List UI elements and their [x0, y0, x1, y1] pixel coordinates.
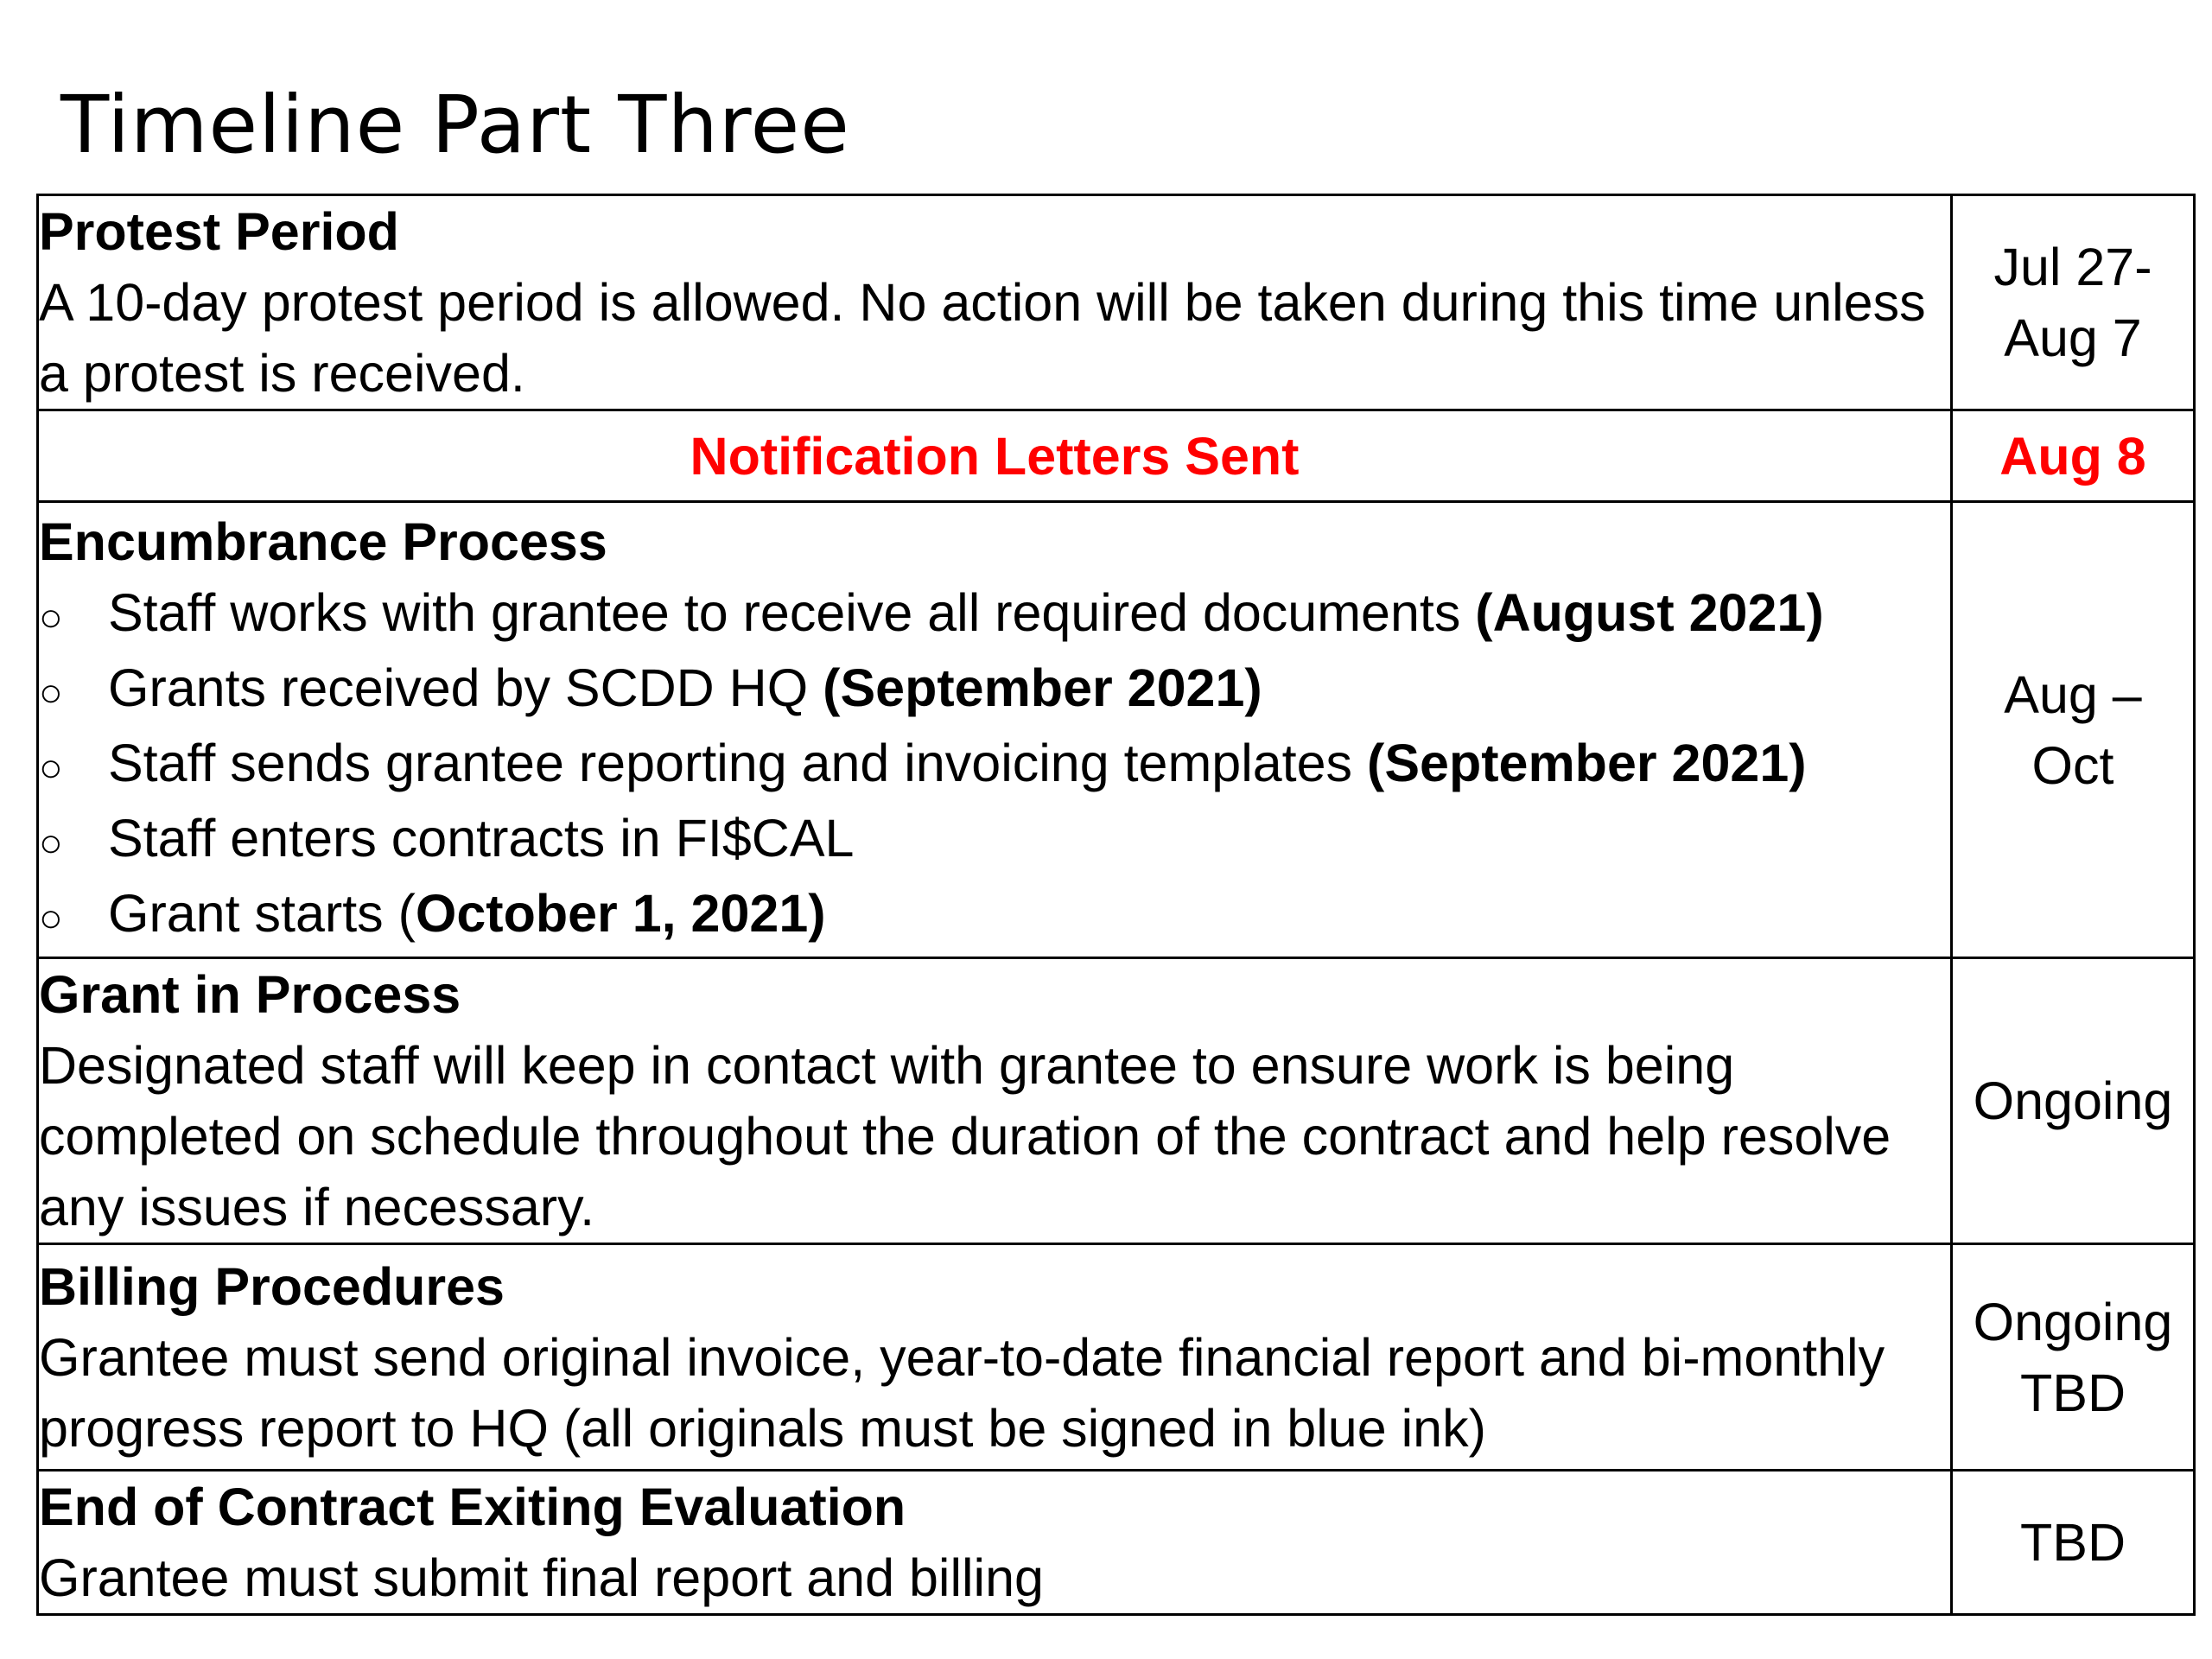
row-heading: Grant in Process: [39, 965, 461, 1024]
list-item: [39, 878, 1950, 953]
bullet-bold-text: October 1, 2021): [415, 884, 826, 943]
table-row: [38, 958, 2195, 1244]
date-line: Aug 7: [2004, 308, 2142, 367]
row-date-grant-in-process: [1952, 958, 2195, 1244]
row-heading: End of Contract Exiting Evaluation: [39, 1478, 906, 1536]
table-row: [38, 1471, 2195, 1615]
row-description-encumbrance: [38, 502, 1952, 958]
date-line: TBD: [2020, 1513, 2126, 1572]
list-item: [39, 577, 1950, 652]
table-row: [38, 410, 2195, 502]
date-line: Oct: [2031, 735, 2114, 795]
table-row: [38, 1244, 2195, 1471]
row-description-notification: [38, 410, 1952, 502]
page-title: Timeline Part Three: [60, 79, 850, 171]
date-line: Ongoing: [1973, 1071, 2173, 1130]
row-description-billing: [38, 1244, 1952, 1471]
row-date-protest-period: [1952, 195, 2195, 410]
row-body-text: Grantee must submit final report and billing: [39, 1548, 1044, 1607]
row-description-grant-in-process: [38, 958, 1952, 1244]
bullet-text: Staff works with grantee to receive all required documents: [108, 583, 1476, 642]
table-row: [38, 195, 2195, 410]
row-heading: Notification Letters Sent: [690, 426, 1300, 486]
row-heading: Billing Procedures: [39, 1256, 505, 1316]
date-line: Aug –: [2004, 664, 2142, 724]
list-item: [39, 803, 1950, 878]
row-body-text: Grantee must send original invoice, year-to-date financial report and bi-monthly progress report to HQ (all originals must be signed in blue ink): [39, 1327, 1885, 1458]
date-line: Ongoing: [1973, 1292, 2173, 1351]
bullet-text: Grants received by SCDD HQ: [108, 658, 823, 717]
table-row: [38, 502, 2195, 958]
bullet-bold-text: (September 2021): [823, 658, 1262, 717]
row-description-protest-period: [38, 195, 1952, 410]
bullet-circle-icon: ○: [39, 670, 63, 715]
bullet-circle-icon: ○: [39, 745, 63, 790]
bullet-bold-text: (August 2021): [1475, 583, 1824, 642]
row-date-notification: [1952, 410, 2195, 502]
bullet-text: Grant starts (: [108, 884, 416, 943]
date-line: Aug 8: [1999, 426, 2146, 486]
row-body-text: A 10-day protest period is allowed. No action will be taken during this time unless a protest is received.: [39, 273, 1926, 403]
row-heading: Protest Period: [39, 202, 399, 261]
bullet-text: Staff sends grantee reporting and invoicing templates: [108, 734, 1368, 792]
list-item: [39, 652, 1950, 728]
row-date-encumbrance: [1952, 502, 2195, 958]
timeline-table: [36, 194, 2196, 1616]
row-date-end-of-contract: [1952, 1471, 2195, 1615]
list-item: [39, 728, 1950, 803]
bullet-text: Staff enters contracts in FI$CAL: [108, 809, 855, 868]
bullet-bold-text: (September 2021): [1367, 734, 1807, 792]
bullet-circle-icon: ○: [39, 820, 63, 865]
bullet-circle-icon: ○: [39, 594, 63, 639]
row-date-billing: [1952, 1244, 2195, 1471]
bullet-circle-icon: ○: [39, 895, 63, 940]
row-body-text: Designated staff will keep in contact with grantee to ensure work is being completed on schedule throughout the duration of the contract and help resolve any issues if necessary.: [39, 1036, 1891, 1236]
date-line: TBD: [2020, 1363, 2126, 1422]
bullet-list: [39, 577, 1950, 953]
row-description-end-of-contract: [38, 1471, 1952, 1615]
date-line: Jul 27-: [1993, 238, 2152, 296]
row-heading: Encumbrance Process: [39, 512, 607, 571]
